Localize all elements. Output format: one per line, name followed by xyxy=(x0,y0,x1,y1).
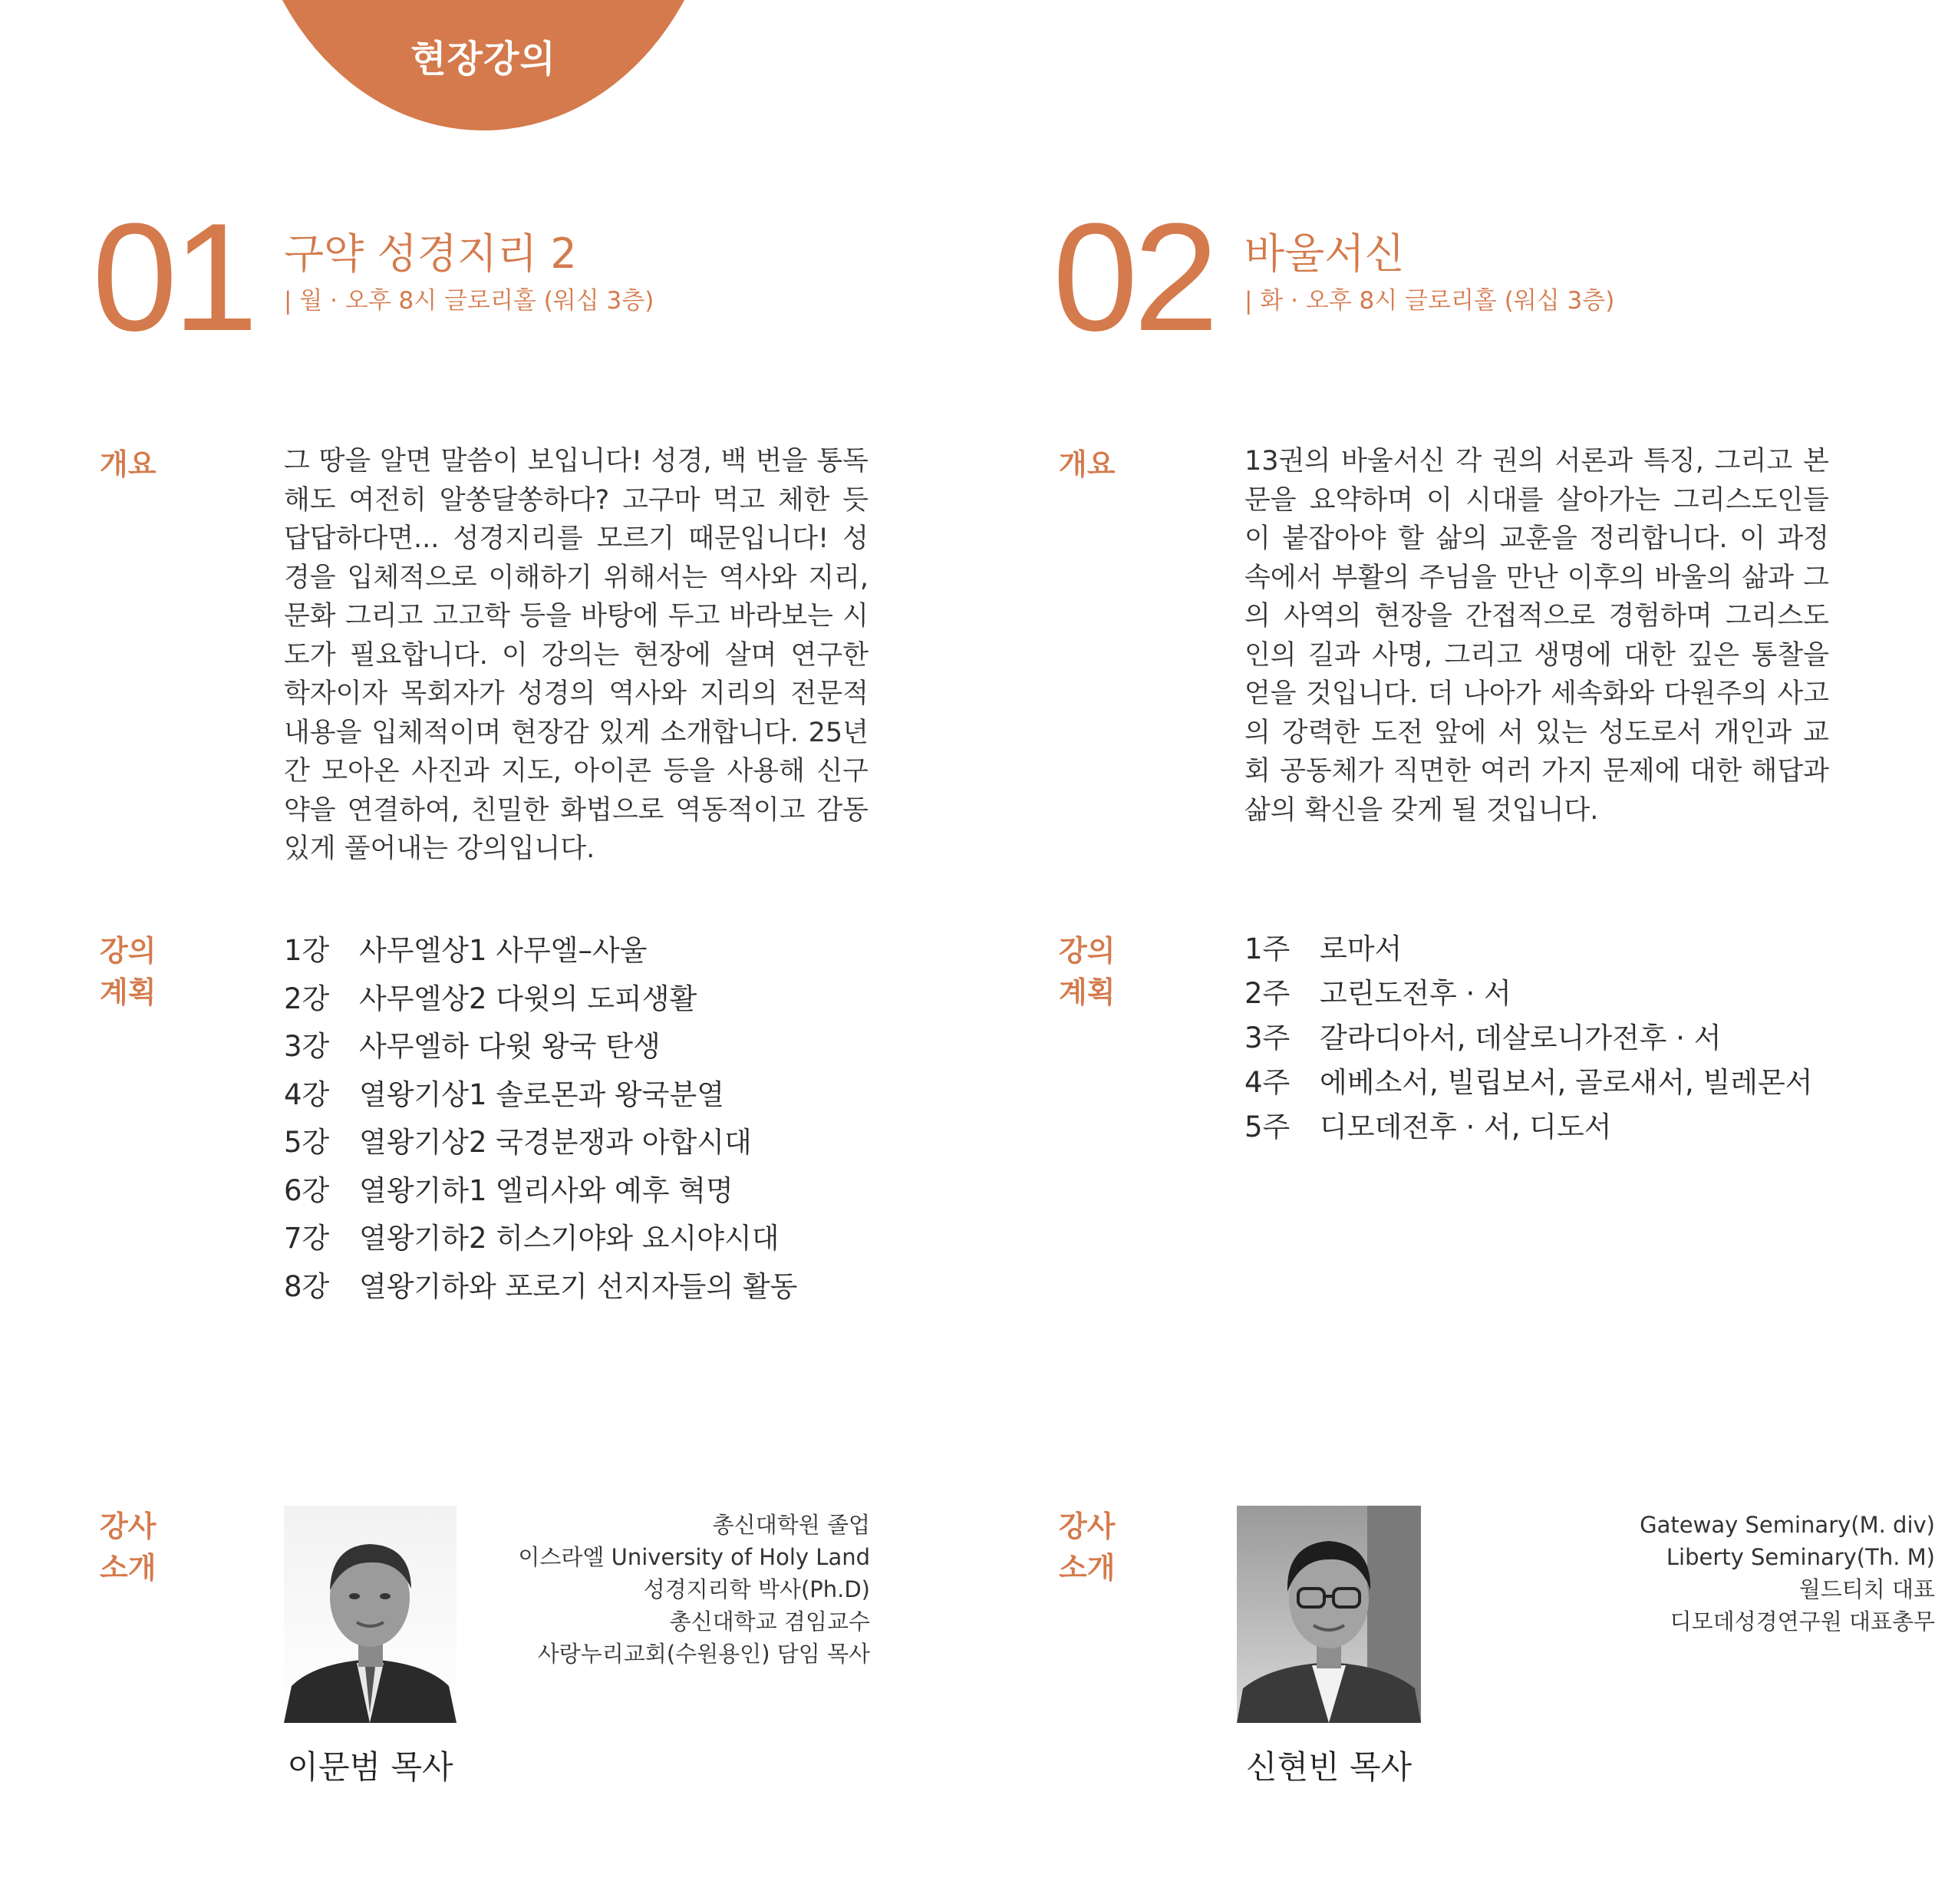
plan-number: 5강 xyxy=(284,1126,330,1159)
plan-row xyxy=(1244,927,1828,972)
plan-row xyxy=(1244,1105,1828,1150)
plan-number: 6강 xyxy=(284,1173,330,1207)
plan-topic: 열왕기상2 국경분쟁과 아합시대 xyxy=(359,1126,752,1159)
overview-label: 개요 xyxy=(1059,447,1116,481)
bio-line: 월드티치 대표 xyxy=(1798,1576,1935,1602)
plan-topic: 사무엘상2 다윗의 도피생활 xyxy=(359,982,697,1015)
instructor-label: 강사 소개 xyxy=(1059,1510,1116,1585)
plan-number: 2주 xyxy=(1244,977,1291,1010)
plan-row xyxy=(284,1263,867,1312)
bio-line: 성경지리학 박사(Ph.D) xyxy=(643,1576,870,1602)
plan-row xyxy=(284,975,867,1024)
bio-line: 총신대학원 졸업 xyxy=(712,1512,870,1538)
bio-line: 디모데성경연구원 대표총무 xyxy=(1670,1609,1935,1635)
plan-topic: 디모데전후 · 서, 디도서 xyxy=(1320,1110,1612,1143)
plan-row xyxy=(1244,972,1828,1016)
bio-line: Gateway Seminary(M. div) xyxy=(1640,1512,1935,1538)
course-02 xyxy=(958,0,1935,1904)
instructor-name: 이문범 목사 xyxy=(287,1748,453,1786)
course-schedule: | 화 · 오후 8시 글로리홀 (워십 3층) xyxy=(1244,287,1615,315)
instructor-bio xyxy=(410,1509,870,1670)
bio-line: Liberty Seminary(Th. M) xyxy=(1666,1544,1935,1570)
bio-line: 이스라엘 University of Holy Land xyxy=(518,1544,870,1570)
header-tab-label: 현장강의 xyxy=(410,38,556,81)
plan-topic: 고린도전후 · 서 xyxy=(1320,977,1511,1010)
plan-row xyxy=(284,1071,867,1120)
plan-topic: 에베소서, 빌립보서, 골로새서, 빌레몬서 xyxy=(1320,1066,1813,1099)
plan-row xyxy=(284,1215,867,1263)
plan-number: 4주 xyxy=(1244,1066,1291,1099)
plan-topic: 로마서 xyxy=(1320,932,1403,965)
plan-row xyxy=(1244,1061,1828,1105)
plan-number: 2강 xyxy=(284,982,330,1015)
instructor-label: 강사 소개 xyxy=(100,1510,157,1585)
instructor-name: 신현빈 목사 xyxy=(1245,1748,1413,1786)
plan-topic: 사무엘하 다윗 왕국 탄생 xyxy=(359,1030,661,1063)
plan-row xyxy=(284,1119,867,1167)
bio-line: 사랑누리교회(수원용인) 담임 목사 xyxy=(537,1641,870,1667)
overview-label: 개요 xyxy=(100,447,157,481)
plan-topic: 열왕기하와 포로기 선지자들의 활동 xyxy=(359,1269,798,1303)
plan-number: 3강 xyxy=(284,1030,330,1063)
lecture-plan xyxy=(284,927,867,1311)
course-title: 구약 성경지리 2 xyxy=(284,229,577,278)
overview-text: 13권의 바울서신 각 권의 서론과 특징, 그리고 본문을 요약하며 이 시대를 살아가는 그리스도인들이 붙잡아야 할 삶의 교훈을 정리합니다. 이 과정 속에서 부활의 주님을 만난 이후의 바울의 삶과 그의 사역의 현장을 간접적으로 경험하며 그리스도인의 길과 사명, 그리고 생명에 대한 깊은 통찰을 얻을 것입니다. 더 나아가 세속화와 다원주의 사고의 강력한 도전 앞에 서 있는 성도로서 개인과 교회 공동체가 직면한 여러 가지 문제에 대한 해답과 삶의 확신을 갖게 될 것입니다. xyxy=(1244,446,1829,826)
plan-label: 강의 계획 xyxy=(1059,934,1116,1009)
bio-line: 총신대학교 겸임교수 xyxy=(669,1609,870,1635)
plan-number: 3주 xyxy=(1244,1021,1291,1054)
plan-topic: 열왕기상1 솔로몬과 왕국분열 xyxy=(359,1077,724,1111)
course-title: 바울서신 xyxy=(1244,229,1405,278)
plan-topic: 갈라디아서, 데살로니가전후 · 서 xyxy=(1320,1021,1722,1054)
instructor-bio xyxy=(1475,1509,1935,1638)
plan-topic: 사무엘상1 사무엘–사울 xyxy=(359,934,648,967)
course-01 xyxy=(0,0,875,1904)
course-number: 01 xyxy=(92,192,254,363)
course-number: 02 xyxy=(1053,192,1215,363)
plan-row xyxy=(284,1023,867,1071)
plan-row xyxy=(1244,1016,1828,1061)
plan-number: 1강 xyxy=(284,934,330,967)
plan-topic: 열왕기하1 엘리사와 예후 혁명 xyxy=(359,1173,733,1207)
plan-number: 1주 xyxy=(1244,932,1291,965)
plan-number: 7강 xyxy=(284,1222,330,1255)
instructor-photo xyxy=(1237,1506,1421,1723)
plan-row xyxy=(284,1167,867,1216)
course-schedule: | 월 · 오후 8시 글로리홀 (워십 3층) xyxy=(284,287,654,315)
plan-number: 8강 xyxy=(284,1269,330,1303)
plan-label: 강의 계획 xyxy=(100,934,157,1009)
lecture-plan xyxy=(1244,927,1828,1150)
plan-row xyxy=(284,927,867,975)
plan-number: 5주 xyxy=(1244,1110,1291,1143)
plan-topic: 열왕기하2 히스기야와 요시야시대 xyxy=(359,1222,780,1255)
overview-text: 그 땅을 알면 말씀이 보입니다! 성경, 백 번을 통독해도 여전히 알쏭달쏭하다? 고구마 먹고 체한 듯 답답하다면... 성경지리를 모르기 때문입니다! 성경을 입체적으로 이해하기 위해서는 역사와 지리, 문화 그리고 고고학 등을 바탕에 두고 바라보는 시도가 필요합니다. 이 강의는 현장에 살며 연구한 학자이자 목회자가 성경의 역사와 지리의 전문적 내용을 입체적이며 현장감 있게 소개합니다. 25년간 모아온 사진과 지도, 아이콘 등을 사용해 신구약을 연결하여, 친밀한 화법으로 역동적이고 감동 있게 풀어내는 강의입니다. xyxy=(284,446,869,864)
plan-number: 4강 xyxy=(284,1077,330,1111)
